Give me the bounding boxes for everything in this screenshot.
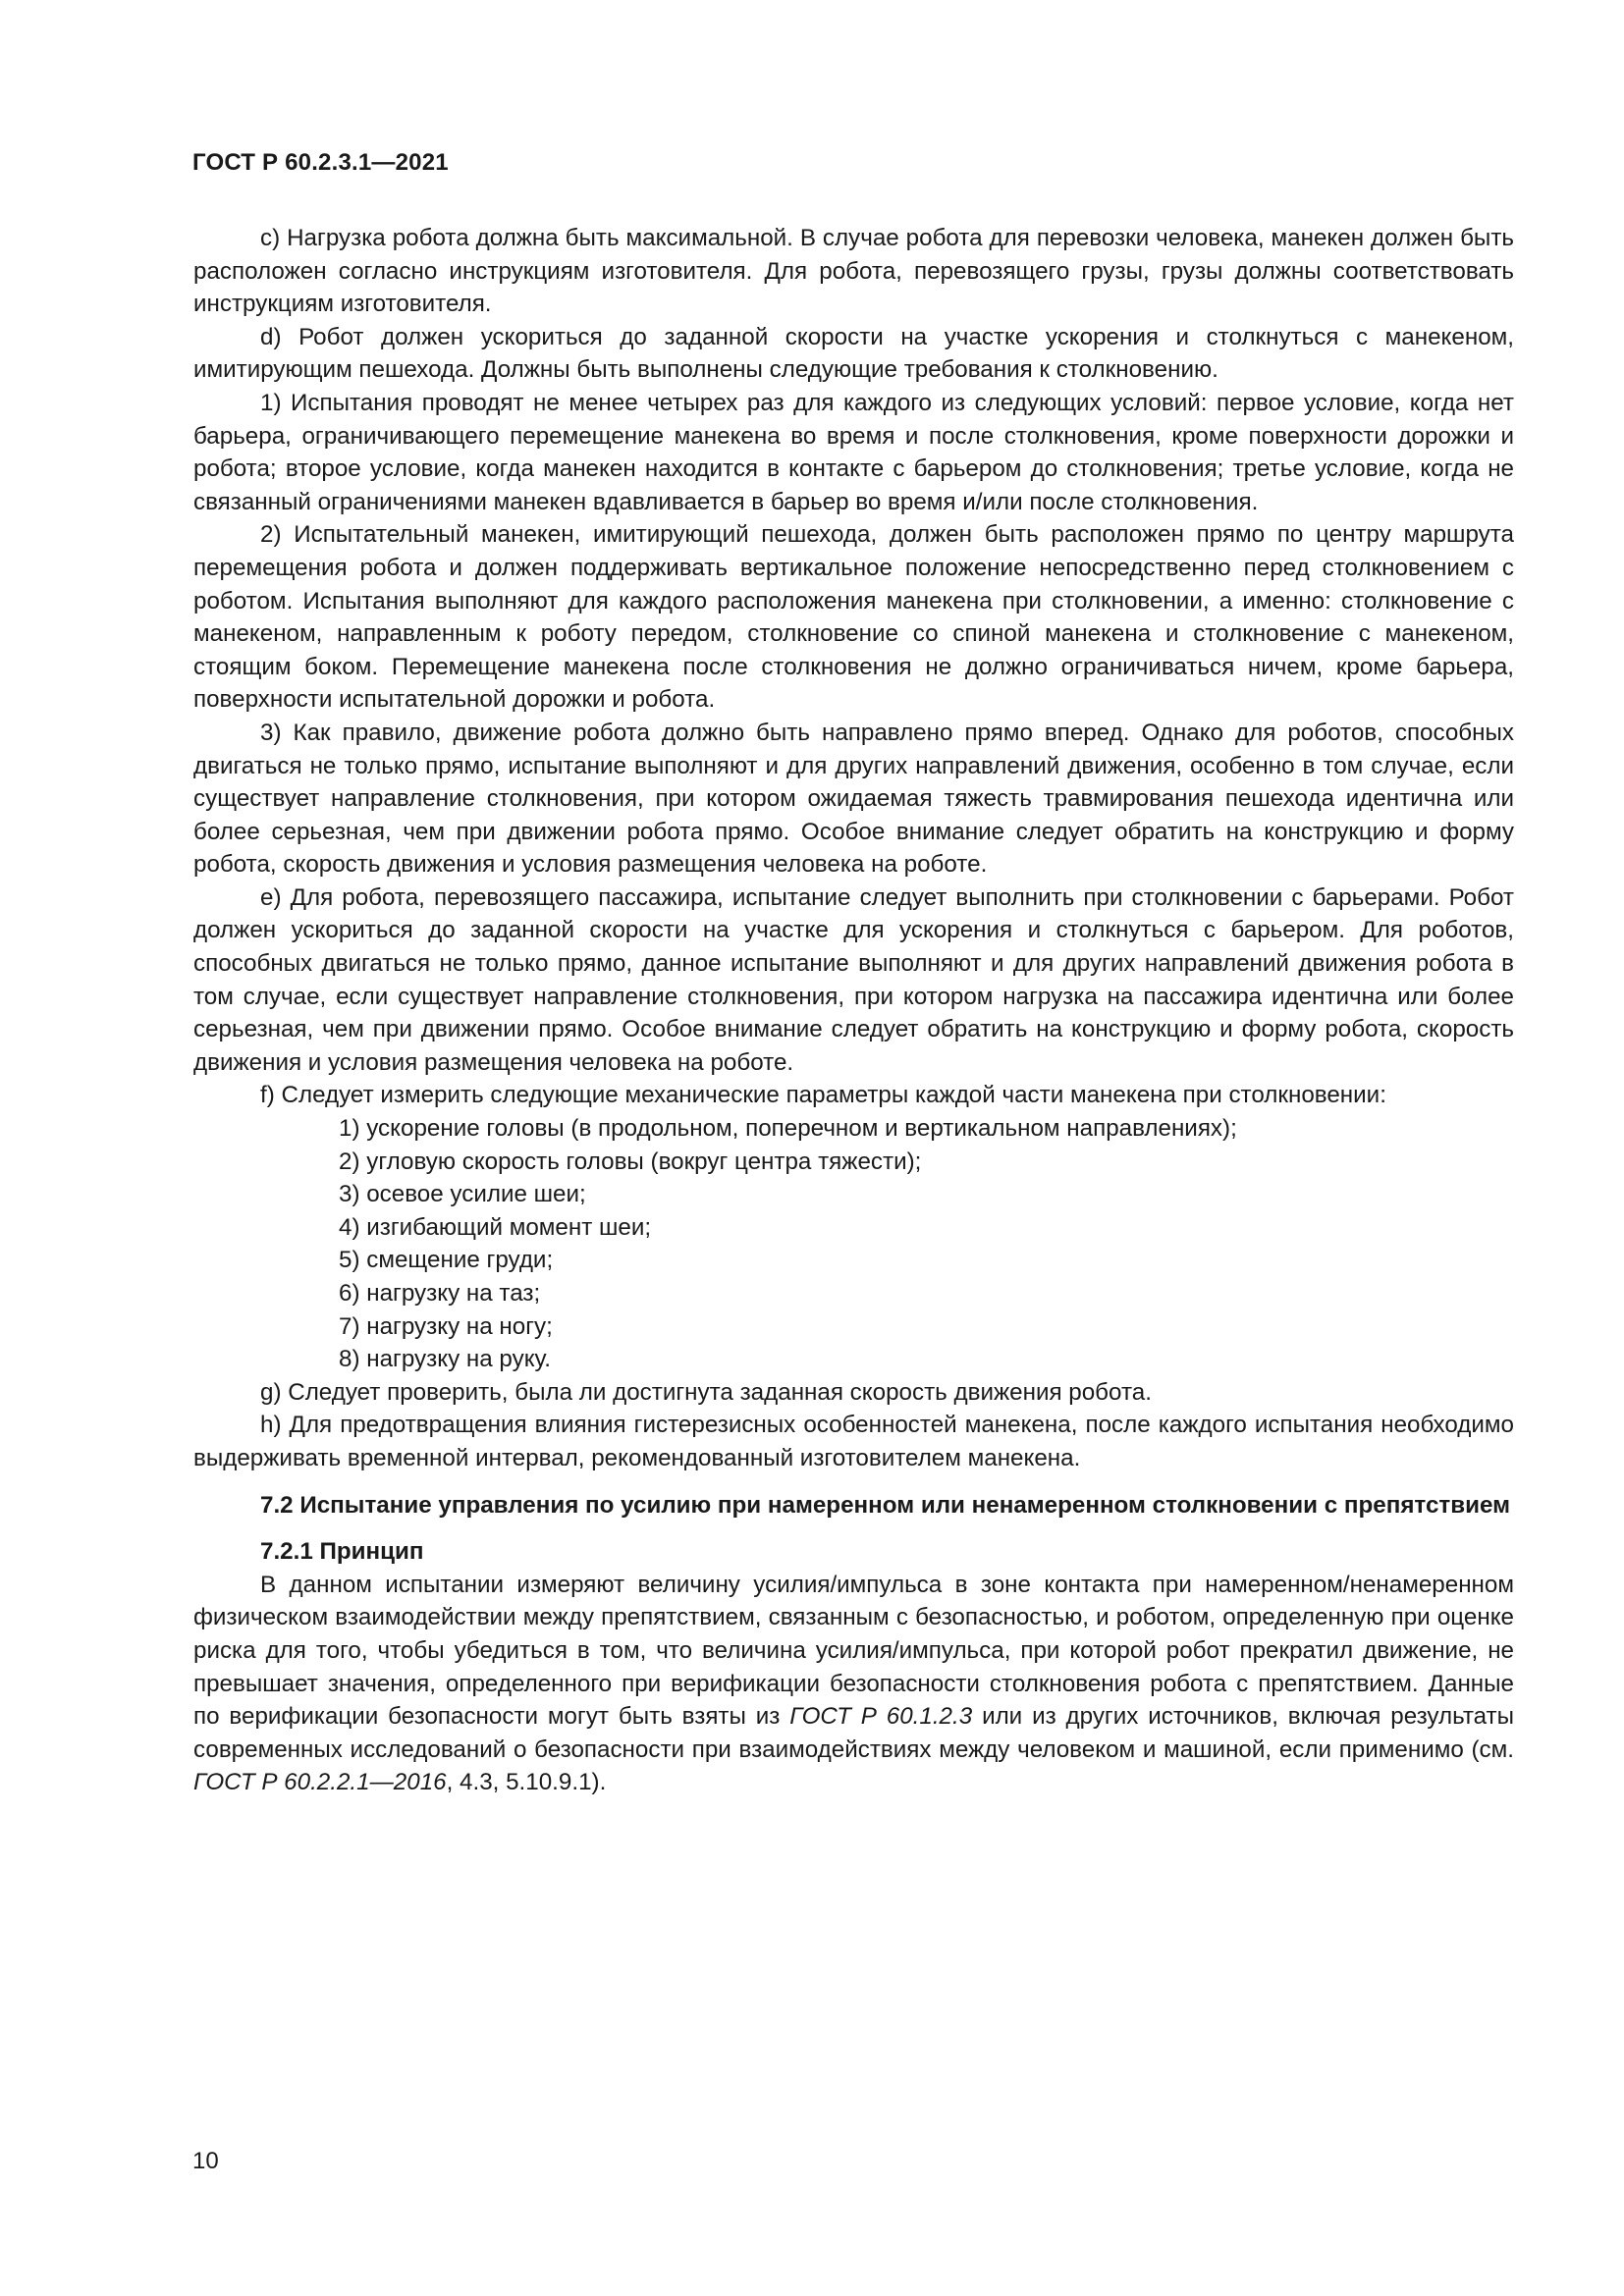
section-title-7-2: 7.2 Испытание управления по усилию при намеренном или ненамеренном столкновении с препятствием xyxy=(260,1491,1511,1519)
paragraph-d-3: 3) Как правило, движение робота должно быть направлено прямо вперед. Однако для роботов, способных двигаться не только прямо, испытание выполняют и для других направлений движения, особенно в том случае, если существует направление столкновения, при котором ожидаемая тяжесть травмирования пешехода идентична или более серьезная, чем при движении робота прямо. Особое внимание следует обратить на конструкцию и форму робота, скорость движения и условия размещения человека на роботе. xyxy=(193,719,1514,879)
page-number: 10 xyxy=(192,2148,219,2174)
principle-paragraph xyxy=(193,1569,1514,1799)
paragraph-h: h) Для предотвращения влияния гистерезисных особенностей манекена, после каждого испытания необходимо выдерживать временной интервал, рекомендованный изготовителем манекена. xyxy=(193,1412,1514,1471)
document-code-header: ГОСТ Р 60.2.3.1—2021 xyxy=(192,149,449,176)
paragraph-c: c) Нагрузка робота должна быть максимальной. В случае робота для перевозки человека, манекен должен быть расположен согласно инструкциям изготовителя. Для робота, перевозящего грузы, грузы должны соответствовать инструкциям изготовителя. xyxy=(193,225,1514,318)
list-item: 2) угловую скорость головы (вокруг центра тяжести); xyxy=(339,1148,922,1175)
subsection-title-7-2-1: 7.2.1 Принцип xyxy=(260,1538,424,1566)
paragraph-d-1: 1) Испытания проводят не менее четырех раз для каждого из следующих условий: первое условие, когда нет барьера, ограничивающего перемещение манекена во время и после столкновения, кроме поверхности дорожки и робота; второе условие, когда манекен находится в контакте с барьером до столкновения; третье условие, когда не связанный ограничениями манекен вдавливается в барьер во время и/или после столкновения. xyxy=(193,389,1514,515)
list-item: 6) нагрузку на таз; xyxy=(339,1280,541,1307)
principle-text-2: или из других источников, включая результаты современных исследований о безопасности при взаимодействиях между человеком и машиной, если применимо (см. xyxy=(193,1703,1515,1763)
list-item: 5) смещение груди; xyxy=(339,1247,554,1274)
list-item: 3) осевое усилие шеи; xyxy=(339,1181,586,1208)
principle-text-3: , 4.3, 5.10.9.1). xyxy=(446,1769,607,1796)
standard-reference-link: ГОСТ Р 60.1.2.3 xyxy=(789,1703,973,1731)
document-body xyxy=(193,222,1514,1799)
paragraph-d-2: 2) Испытательный манекен, имитирующий пешехода, должен быть расположен прямо по центру маршрута перемещения робота и должен поддерживать вертикальное положение непосредственно перед столкновением с роботом. Испытания выполняют для каждого расположения манекена при столкновении, а именно: столкновение с манекеном, направленным к роботу передом, столкновение со спиной манекена и столкновение с манекеном, стоящим боком. Перемещение манекена после столкновения не должно ограничиваться ничем, кроме барьера, поверхности испытательной дорожки и робота. xyxy=(193,521,1514,714)
standard-reference-link: ГОСТ Р 60.2.2.1—2016 xyxy=(193,1769,447,1796)
paragraph-e: e) Для робота, перевозящего пассажира, испытание следует выполнить при столкновении с барьерами. Робот должен ускориться до заданной скорости на участке для ускорения и столкнуться с барьером. Для роботов, способных двигаться не только прямо, данное испытание выполняют и для других направлений движения робота в том случае, если существует направление столкновения, при котором нагрузка на пассажира идентична или более серьезная, чем при движении прямо. Особое внимание следует обратить на конструкцию и форму робота, скорость движения и условия размещения человека на роботе. xyxy=(193,883,1514,1076)
paragraph-d: d) Робот должен ускориться до заданной скорости на участке ускорения и столкнуться с манекеном, имитирующим пешехода. Должны быть выполнены следующие требования к столкновению. xyxy=(193,323,1514,384)
list-item: 7) нагрузку на ногу; xyxy=(339,1312,553,1340)
list-item: 1) ускорение головы (в продольном, поперечном и вертикальном направлениях); xyxy=(339,1115,1237,1143)
principle-text-1: В данном испытании измеряют величину усилия/импульса в зоне контакта при намеренном/ненамеренном физическом взаимодействии между препятствием, связанным с безопасностью, и роботом, определенную при оценке риска для того, чтобы убедиться в том, что величина усилия/импульса, при которой робот прекратил движение, не превышает значения, определенного при верификации безопасности столкновения робота с препятствием. Данные по верификации безопасности могут быть взяты из xyxy=(193,1571,1514,1731)
paragraph-g: g) Следует проверить, была ли достигнута заданная скорость движения робота. xyxy=(260,1378,1152,1406)
list-item: 4) изгибающий момент шеи; xyxy=(339,1213,652,1241)
measurement-list xyxy=(193,1112,1514,1376)
list-item: 8) нагрузку на руку. xyxy=(339,1346,551,1373)
paragraph-f: f) Следует измерить следующие механические параметры каждой части манекена при столкновении: xyxy=(260,1082,1386,1109)
